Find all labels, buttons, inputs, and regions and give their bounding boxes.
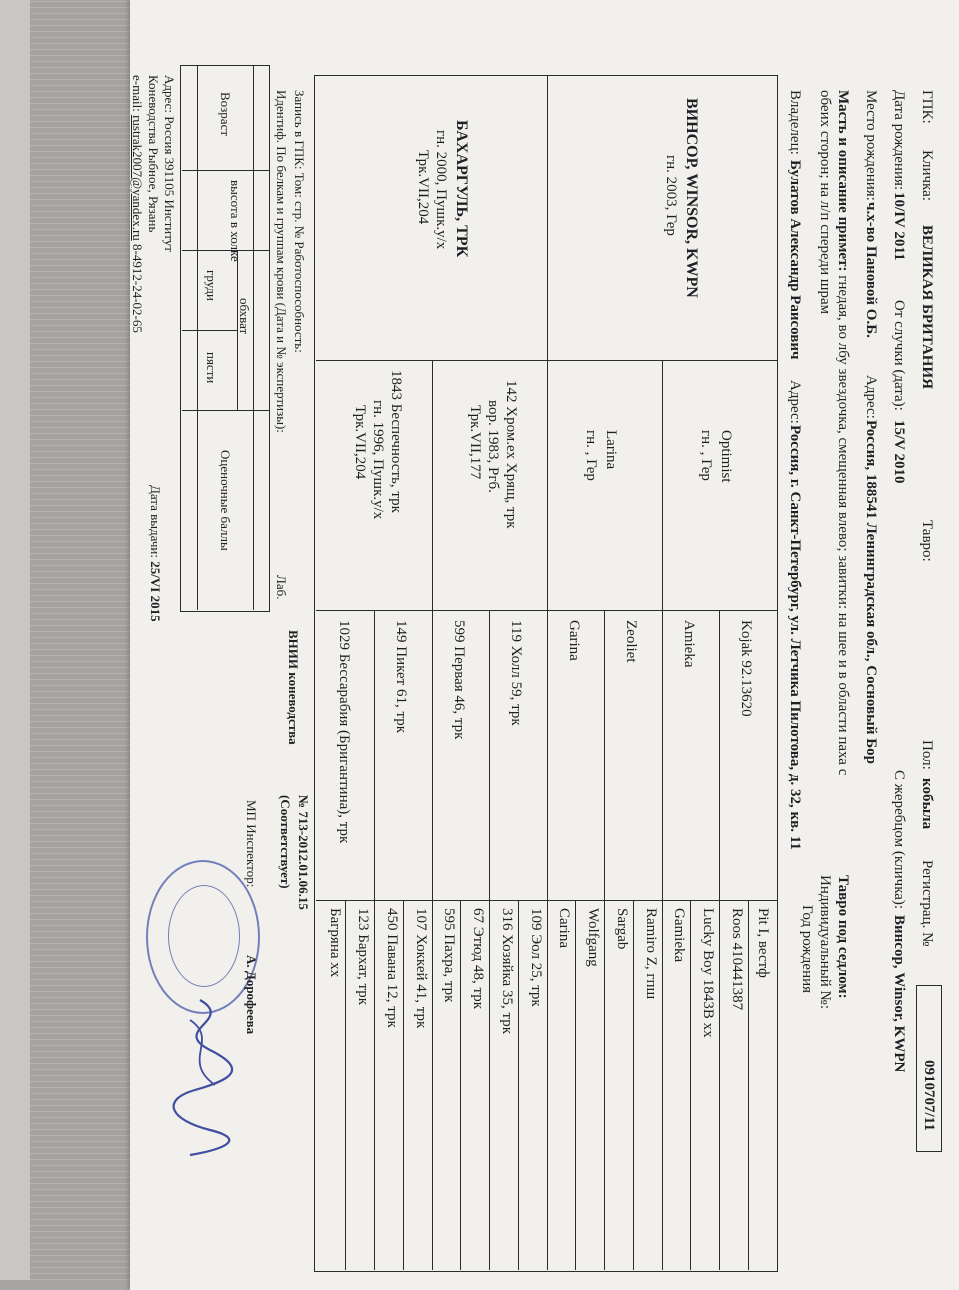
g4-cell: Wolfgang [585,908,601,967]
g4-cell: Багряна хх [327,908,343,978]
place-value: ч.х-во Пановой О.Б. [863,202,879,338]
round-stamp-inner [168,885,240,987]
issue-date-label: Дата выдачи: [148,485,163,559]
dam-sire-info: вор. 1983, Ргб. [485,400,501,493]
g4-cell: 123 Бархат, трк [355,908,371,1006]
height-column: высота в холке [228,180,243,262]
issuer-phone: 8-4912-24-02-65 [130,240,145,333]
stallion-label: С жеребцом (кличка): [891,770,907,910]
issue-date: 25/VI 2015 [148,561,163,622]
birth-label: Дата рождения: [891,90,907,191]
individual-no-label: Индивидуальный №: [817,875,833,1010]
g4-cell: Lucky Boy 1843B хх [700,908,716,1038]
color-label: Масть и описание примет: [835,90,851,272]
lab-label: Лаб. [274,575,289,600]
g4-cell: 107 Хоккей 41, трк [413,908,429,1029]
g4-cell: Sargab [614,908,630,950]
inspector-signature [160,990,240,1160]
owner-address-value: Россия, г. Санкт-Петербург, ул. Летчика Пилотова, д. 32, кв. 11 [787,425,803,850]
g4-cell: Ramiro Z, гпш [643,908,659,1000]
place-label: Место рождения: [863,90,879,201]
birth-value: 10/IV 2011 [891,192,907,261]
birth-year-label: Год рождения [799,905,815,994]
g4-cell: Gamieka [671,908,687,963]
sire-dam-info: гн. , Гер [583,430,599,481]
inspector-label: МП Инспектор: [244,800,259,888]
horse-name: ВЕЛИКАЯ БРИТАНИЯ [919,225,935,389]
mating-label: От случки (дата): [891,300,907,411]
brand-saddle-label: Тавро под седлом: [835,875,851,999]
background-strip [0,0,30,1280]
certificate-number: № 713-2012.01.06.15 [296,795,311,910]
owner-label: Владелец: [787,90,803,155]
dam-dam-name: 1843 Беспечность, трк [388,370,404,513]
g3-cell: 1029 Бессарабия (Бригантина), трк [336,620,352,844]
sire-name: ВИНСОР, WINSOR, KWPN [683,98,700,298]
issuer-address: Адрес: Россия 391105 Институт [162,75,177,252]
sex-value: кобыла [919,778,935,830]
sex-label: Пол: [919,740,935,770]
g4-cell: 67 Этюд 48, трк [470,908,486,1010]
stallion-value: Винсор, Winsor, KWPN [891,915,907,1073]
reg-label: Регистрац. № [919,860,935,947]
color-value: гнедая, во лбу звездочка, смещенная влево; завитки: на шее и в области паха с [835,275,851,776]
g3-cell: 599 Первая 46, трк [451,620,467,740]
certificate-status: (Соответствует) [278,795,293,889]
wrist-column: пясти [204,352,219,384]
dam-sire-name: 142 Хром.ех Хрящ, трк [503,380,519,529]
certificate-document [130,0,959,1290]
dam-dam-info-2: Трк.VII,204 [352,405,368,480]
g4-cell: 109 Эол 25, трк [528,908,544,1007]
identification: Идентиф. По белкам и группам крови (Дата и № экспертизы): [274,90,289,433]
issuer-name: Коневодства Рыбное, Рязань [146,75,161,233]
owner-value: Булатов Александр Раисович [787,160,803,360]
sire-dam-name: Larina [603,430,619,470]
sire-sire-info: гн. , Гер [698,430,714,481]
g4-cell: 316 Хозяйка 35, трк [499,908,515,1034]
dam-info-2: Трк.VII,204 [415,150,431,225]
gpk-record: Запись в ГПК: Том: стр. № Работоспособность: [292,90,307,353]
sire-sire-name: Optimist [718,430,734,483]
g3-cell: Amieka [681,620,697,668]
g4-cell: Carina [556,908,572,948]
dam-name: БАХАРГУЛЬ, ТРК [453,120,470,258]
scores-column: Оценочные баллы [218,450,233,551]
address-label: Адрес: [863,375,879,419]
inspector-name: А. Дорофеева [244,955,259,1035]
age-column: Возраст [218,92,233,137]
girth-column: обхват [237,298,252,335]
g3-cell: Kojak 92.13620 [738,620,754,717]
dam-sire-info-2: Трк.VII,177 [467,405,483,480]
g4-cell: Roos 410441387 [729,908,745,1011]
g3-cell: 149 Пикет 61, трк [393,620,409,734]
g4-cell: Pit I, вестф [755,908,771,978]
issuer-email: rustrak2007@yandex.ru [130,115,145,241]
g4-cell: 595 Пахра, трк [441,908,457,1003]
lab-value: ВНИИ коневодства [286,630,301,745]
g3-cell: 119 Холл 59, трк [508,620,524,726]
sire-info: гн. 2003, Гер [663,155,679,236]
gpk-label: ГПК: [919,90,935,124]
dam-dam-info: гн. 1996, Пушк.у/х [370,400,386,520]
issuer-email-prefix: e-mail: [130,75,145,116]
name-label: Кличка: [919,150,935,201]
address-value: Россия, 188541 Ленинградская обл., Сосновый Бор [863,420,879,764]
g4-cell: 450 Павана 12, трк [384,908,400,1028]
pedigree-table [314,75,778,1272]
owner-address-label: Адрес: [787,380,803,424]
brand-label: Тавро: [919,520,935,562]
dam-info: гн. 2000, Пушк.у/х [433,130,449,250]
color-value-2: обеих сторон; на л/п спереди шрам [817,90,833,315]
g3-cell: Zeoliet [623,620,639,663]
chest-column: груди [204,270,219,301]
mating-value: 15/V 2010 [891,420,907,484]
reg-number: 0910707/11 [921,1060,937,1131]
g3-cell: Garina [566,620,582,661]
